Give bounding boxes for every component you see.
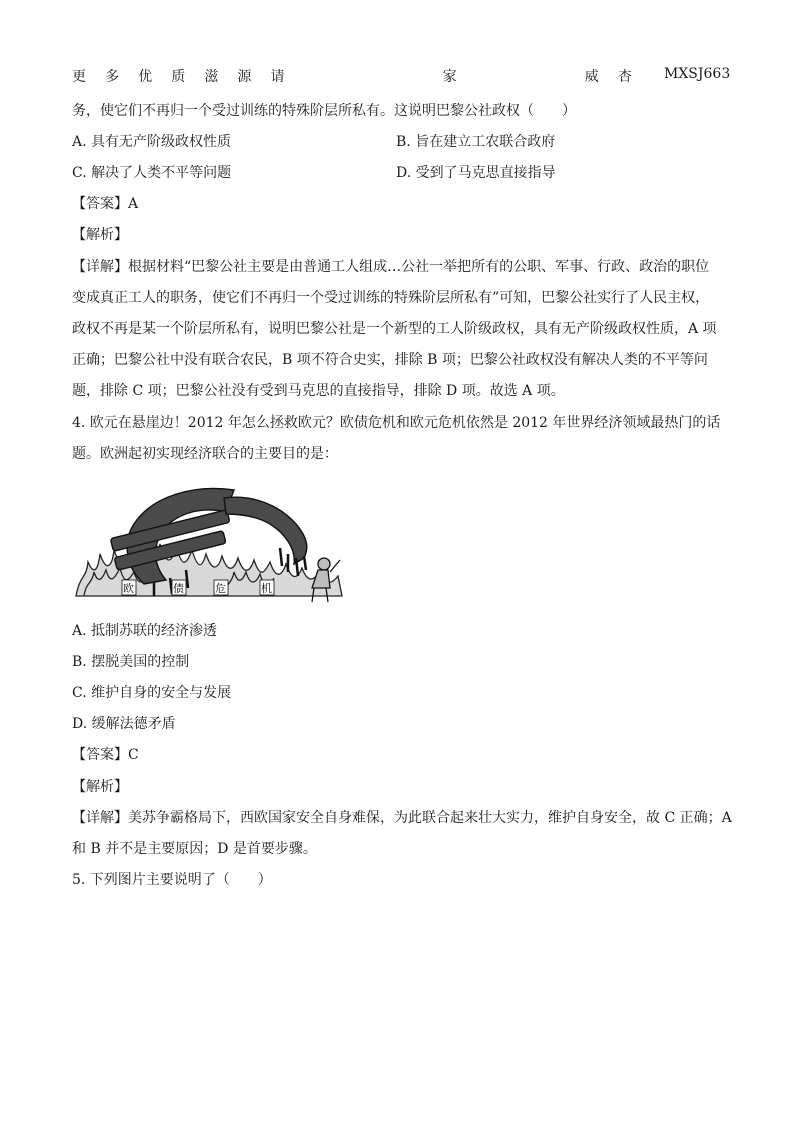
cartoon-char-wei: 危 [215,582,226,595]
header-char: 请 [270,69,285,85]
header-char: 更 [72,69,86,85]
header-char: 杏 [617,69,632,85]
q3-detail-line-4: 正确；巴黎公社中没有联合农民，B 项不符合史实，排除 B 项；巴黎公社政权没有解决人类的不平等问 [72,352,708,368]
q4-option-b: B. 摆脱美国的控制 [72,654,190,670]
header-char: 源 [237,69,252,85]
q4-analysis-tag: 【解析】 [72,779,128,795]
euro-crisis-cartoon [74,484,346,604]
q3-option-b: B. 旨在建立工农联合政府 [396,134,556,150]
q3-option-a: A. 具有无产阶级政权性质 [72,134,232,150]
answer-value: C [128,747,139,763]
q3-answer [72,193,138,213]
header-char: 质 [171,69,186,85]
detail-tag: 【详解】 [72,259,128,275]
q4-answer [72,744,139,764]
cartoon-char-ou: 欧 [123,582,134,595]
q3-stem-tail: 务，使它们不再归一个受过训练的特殊阶层所私有。这说明巴黎公社政权（ ） [72,103,576,119]
q3-detail-line-3: 政权不再是某一个阶层所私有，说明巴黎公社是一个新型的工人阶级政权，具有无产阶级政权性质，A 项 [72,321,717,337]
q3-analysis-tag: 【解析】 [72,227,128,243]
detail-text: 根据材料“巴黎公社主要是由普通工人组成…公社一举把所有的公职、军事、行政、政治的职位 [128,259,710,275]
header-promo-text [72,66,632,86]
detail-text: 美苏争霸格局下，西欧国家安全自身难保，为此联合起来壮大实力，维护自身安全，故 C 正确；A [128,810,732,826]
q3-detail-line-5: 题，排除 C 项；巴黎公社没有受到马克思的直接指导，排除 D 项。故选 A 项。 [72,383,565,399]
header-code: MXSJ663 [664,66,731,82]
q5-stem: 5. 下列图片主要说明了（ ） [72,872,272,888]
q3-options-row-1 [72,131,722,151]
header-char: 威 [584,69,599,85]
cartoon-char-zhai: 债 [173,582,184,595]
answer-tag: 【答案】 [72,747,128,763]
q3-option-c: C. 解决了人类不平等问题 [72,165,232,181]
detail-tag: 【详解】 [72,810,128,826]
q4-detail-line-2: 和 B 并不是主要原因；D 是首要步骤。 [72,841,317,857]
cartoon-char-ji: 机 [261,582,272,595]
q4-stem-line-2: 题。欧洲起初实现经济联合的主要目的是： [72,446,338,462]
q3-option-d: D. 受到了马克思直接指导 [396,165,556,181]
q4-stem-line-1: 4. 欧元在悬崖边！2012 年怎么拯救欧元？欧债危机和欧元危机依然是 2012 年世界经济领域最热门的话 [72,415,721,431]
answer-value: A [128,196,139,212]
q4-detail-line-1 [72,807,732,827]
q4-option-a: A. 抵制苏联的经济渗透 [72,623,218,639]
answer-tag: 【答案】 [72,196,128,212]
header-char: 优 [138,69,153,85]
q3-detail-line-2: 变成真正工人的职务，使它们不再归一个受过训练的特殊阶层所私有”可知，巴黎公社实行了人民主权， [72,290,710,306]
q3-detail-line-1 [72,256,709,276]
header-char: 多 [105,69,120,85]
q3-options-row-2 [72,162,722,182]
q4-option-c: C. 维护自身的安全与发展 [72,685,232,701]
q4-option-d: D. 缓解法德矛盾 [72,716,176,732]
header-char: 家 [442,69,457,85]
header-char: 滋 [204,69,219,85]
